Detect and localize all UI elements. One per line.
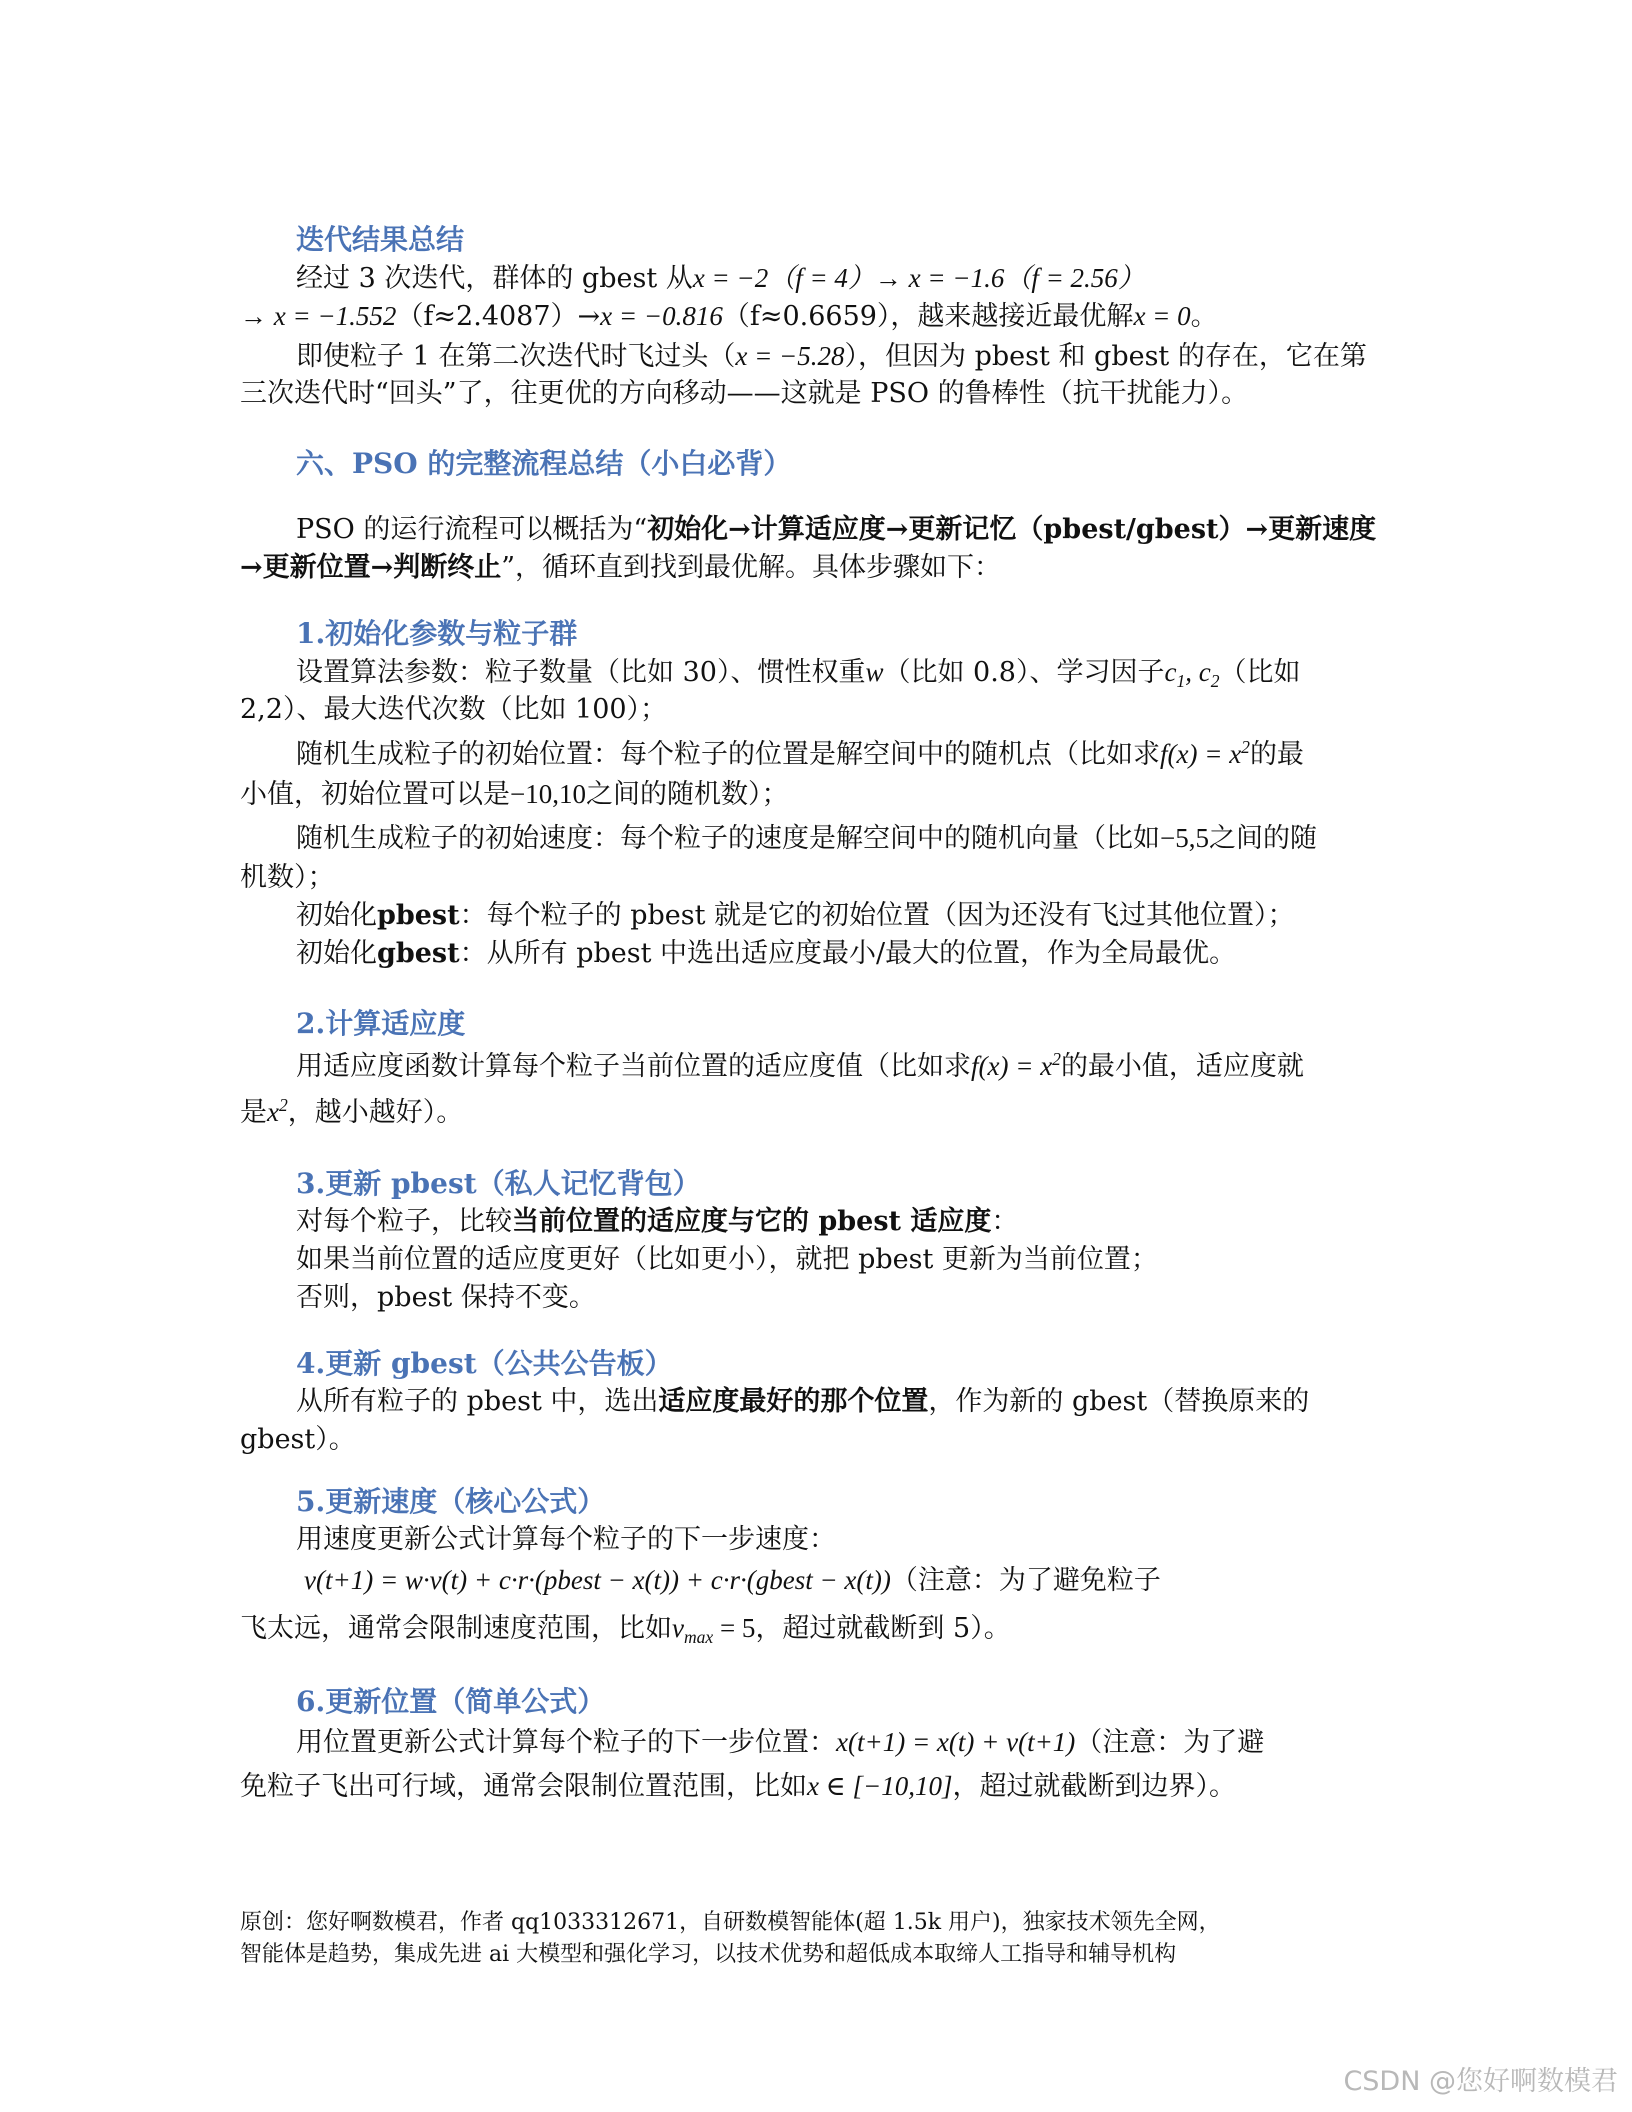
math-symbol: c xyxy=(1164,657,1177,687)
velocity-formula-line xyxy=(304,1562,1161,1598)
paragraph-line xyxy=(240,550,1001,586)
text-run: 设置算法参数：粒子数量（比如 30）、惯性权重 xyxy=(296,657,866,688)
math-separator: , xyxy=(1185,657,1199,687)
text-run: （比如 xyxy=(1219,657,1301,688)
text-run: （注意：为了避免粒子 xyxy=(890,1565,1161,1596)
paragraph-line xyxy=(296,1384,1309,1420)
bold-run: 当前位置的适应度与它的 pbest 适应度 xyxy=(512,1206,992,1237)
text-run: 随机生成粒子的初始位置：每个粒子的位置是解空间中的随机点（比如求 xyxy=(296,739,1160,770)
section-heading-pso-flow: 六、PSO 的完整流程总结（小白必背） xyxy=(296,447,792,480)
paragraph-line xyxy=(296,736,1304,772)
section-heading-iteration-summary: 迭代结果总结 xyxy=(296,223,465,256)
paragraph-line xyxy=(296,512,1376,548)
paragraph-line xyxy=(296,936,1236,972)
math-superscript: 2 xyxy=(1241,737,1250,757)
text-run: 从所有粒子的 pbest 中，选出 xyxy=(296,1386,659,1417)
math-inline: x = −2（f = 4）→ x = −1.6（f = 2.56） xyxy=(692,263,1145,293)
position-update-formula: x(t+1) = x(t) + v(t+1) xyxy=(836,1727,1076,1757)
paragraph-line xyxy=(240,1094,463,1130)
text-run: 初始化 xyxy=(296,900,377,931)
text-run: ：从所有 pbest 中选出适应度最小/最大的位置，作为全局最优。 xyxy=(459,938,1237,969)
text-run: ），但因为 pbest 和 gbest 的存在，它在第 xyxy=(844,341,1367,372)
math-symbol: v xyxy=(672,1613,684,1643)
math-inline: x ∈ [−10,10] xyxy=(807,1771,953,1801)
math-inline: → x = −1.552 xyxy=(240,301,397,331)
text-run: 免粒子飞出可行域，通常会限制位置范围，比如 xyxy=(240,1771,807,1802)
math-subscript: 2 xyxy=(1210,671,1220,691)
text-run: （注意：为了避 xyxy=(1075,1727,1265,1758)
text-run: ”，循环直到找到最优解。具体步骤如下： xyxy=(501,552,1002,583)
math-expression: f(x) = x xyxy=(971,1051,1053,1081)
paragraph-line xyxy=(240,298,1218,334)
bold-run: →更新位置→判断终止 xyxy=(240,552,502,583)
text-run: PSO 的运行流程可以概括为“ xyxy=(296,514,648,545)
math-inline: −10,10 xyxy=(510,779,586,809)
math-inline xyxy=(672,1613,714,1647)
math-inline xyxy=(267,1097,288,1127)
text-run: 飞太远，通常会限制速度范围，比如 xyxy=(240,1613,672,1644)
text-run: （比如 0.8）、学习因子 xyxy=(883,657,1165,688)
text-run: 的最小值，适应度就 xyxy=(1060,1051,1304,1082)
text-run: 用位置更新公式计算每个粒子的下一步位置： xyxy=(296,1727,836,1758)
paragraph-line xyxy=(296,820,1317,856)
text-run: 是 xyxy=(240,1097,267,1128)
text-run: ，越小越好）。 xyxy=(287,1097,464,1128)
text-run: ，作为新的 gbest（替换原来的 xyxy=(928,1386,1310,1417)
math-inline xyxy=(971,1051,1061,1081)
step-heading-1: 1.初始化参数与粒子群 xyxy=(296,617,578,650)
text-run: 初始化 xyxy=(296,938,377,969)
text-run: 用适应度函数计算每个粒子当前位置的适应度值（比如求 xyxy=(296,1051,971,1082)
text-run: 对每个粒子，比较 xyxy=(296,1206,512,1237)
text-run: （f≈2.4087）→ xyxy=(396,301,601,332)
text-run: 之间的随机数）； xyxy=(585,779,789,810)
step-heading-2: 2.计算适应度 xyxy=(296,1007,466,1040)
paragraph-line: gbest）。 xyxy=(240,1424,356,1455)
paragraph-line: 用速度更新公式计算每个粒子的下一步速度： xyxy=(296,1524,836,1555)
math-expression: f(x) = x xyxy=(1160,739,1242,769)
paragraph-line: 机数）； xyxy=(240,862,335,893)
math-inline: x = 0 xyxy=(1133,301,1191,331)
step-heading-6: 6.更新位置（简单公式） xyxy=(296,1685,606,1718)
paragraph-line xyxy=(240,1768,1236,1804)
math-inline xyxy=(1164,657,1220,691)
text-run: 随机生成粒子的初始速度：每个粒子的速度是解空间中的随机向量（比如 xyxy=(296,823,1160,854)
text-run: 。 xyxy=(1190,301,1218,332)
math-inline: −5,5 xyxy=(1160,823,1209,853)
text-run: 经过 3 次迭代，群体的 gbest 从 xyxy=(296,263,693,294)
math-symbol: c xyxy=(1198,657,1211,687)
bold-run: 适应度最好的那个位置 xyxy=(658,1386,929,1417)
text-run: 的最 xyxy=(1249,739,1304,770)
paragraph-line xyxy=(296,260,1145,296)
math-inline: x = −5.28 xyxy=(735,341,845,371)
text-run: 即使粒子 1 在第二次迭代时飞过头（ xyxy=(296,341,736,372)
bold-run: 初始化→计算适应度→更新记忆（pbest/gbest）→更新速度 xyxy=(647,514,1377,545)
text-run: ，超过就截断到 5）。 xyxy=(755,1613,1011,1644)
math-inline xyxy=(1160,739,1250,769)
math-subscript: max xyxy=(683,1627,714,1647)
step-heading-3: 3.更新 pbest（私人记忆背包） xyxy=(296,1167,701,1200)
paragraph-line: 如果当前位置的适应度更好（比如更小），就把 pbest 更新为当前位置； xyxy=(296,1244,1158,1275)
paragraph-line: 2,2）、最大迭代次数（比如 100）； xyxy=(240,694,668,725)
text-run: （f≈0.6659），越来越接近最优解 xyxy=(722,301,1134,332)
paragraph-line xyxy=(296,898,1295,934)
math-inline: = 5 xyxy=(713,1613,756,1643)
math-inline: x = −0.816 xyxy=(600,301,723,331)
paragraph-line xyxy=(296,654,1301,690)
footer-line-2: 智能体是趋势，集成先进 ai 大模型和强化学习，以技术优势和超低成本取缔人工指导和辅导机构 xyxy=(240,1942,1177,1967)
text-run: 小值，初始位置可以是 xyxy=(240,779,510,810)
math-superscript: 2 xyxy=(1052,1049,1061,1069)
bold-run: gbest xyxy=(377,938,460,969)
math-superscript: 2 xyxy=(278,1095,288,1115)
paragraph-line xyxy=(240,776,788,812)
text-run: 之间的随 xyxy=(1208,823,1317,854)
paragraph-line xyxy=(296,1048,1304,1084)
paragraph-line xyxy=(296,1204,1018,1240)
paragraph-line: 三次迭代时“回头”了，往更优的方向移动——这就是 PSO 的鲁棒性（抗干扰能力）。 xyxy=(240,378,1249,409)
csdn-watermark: CSDN @您好啊数模君 xyxy=(1343,2066,1618,2097)
paragraph-line xyxy=(240,1610,1011,1646)
bold-run: pbest xyxy=(377,900,460,931)
math-symbol: x xyxy=(267,1097,279,1127)
step-heading-5: 5.更新速度（核心公式） xyxy=(296,1485,606,1518)
footer-line-1: 原创：您好啊数模君，作者 qq1033312671，自研数模智能体(超 1.5k 用户)，独家技术领先全网， xyxy=(240,1910,1221,1935)
math-inline: w xyxy=(865,657,884,687)
step-heading-4: 4.更新 gbest（公共公告板） xyxy=(296,1347,673,1380)
text-run: ：每个粒子的 pbest 就是它的初始位置（因为还没有飞过其他位置）； xyxy=(459,900,1295,931)
velocity-update-formula: v(t+1) = w·v(t) + c·r·(pbest − x(t)) + c·r·(gbest − x(t)) xyxy=(304,1565,891,1595)
text-run: ，超过就截断到边界）。 xyxy=(952,1771,1236,1802)
paragraph-line: 否则，pbest 保持不变。 xyxy=(296,1282,596,1313)
text-run: ： xyxy=(991,1206,1019,1237)
math-subscript: 1 xyxy=(1176,671,1186,691)
paragraph-line xyxy=(296,1724,1264,1760)
paragraph-line xyxy=(296,338,1367,374)
